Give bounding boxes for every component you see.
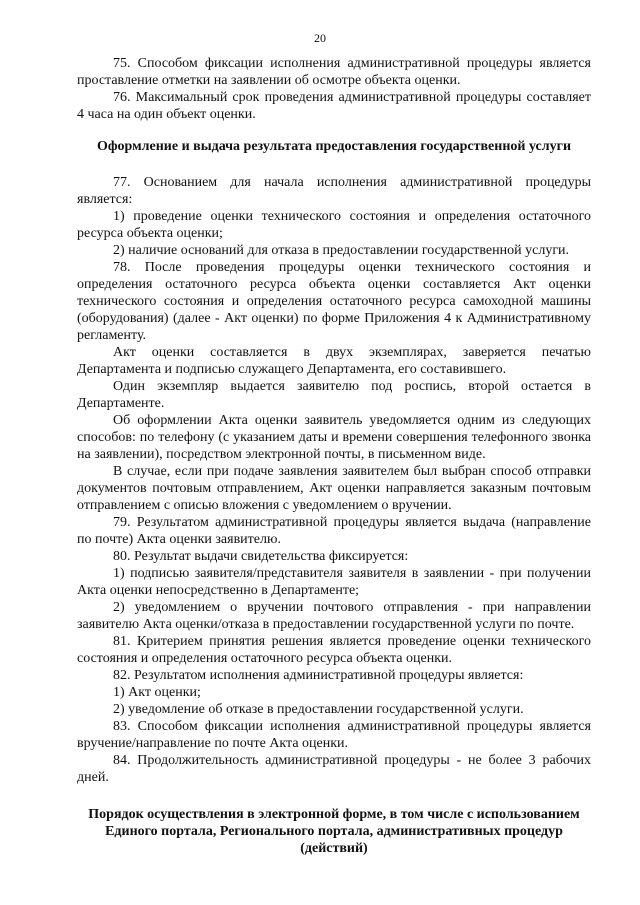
paragraph-80-item-2: 2) уведомлением о вручении почтового отправления - при направлении заявителю Акта оценки/отказа в предоставлении государственной услуги по почте.	[77, 600, 591, 632]
paragraph-82-item-2: 2) уведомление об отказе в предоставлении государственной услуги.	[113, 702, 524, 717]
paragraph-82-item-1: 1) Акт оценки;	[113, 685, 201, 700]
paragraph-77-item-1: 1) проведение оценки технического состояния и определения остаточного ресурса объекта оценки;	[77, 209, 591, 241]
paragraph-84: 84. Продолжительность административной процедуры - не более 3 рабочих дней.	[77, 753, 591, 785]
paragraph-77-item-2: 2) наличие оснований для отказа в предоставлении государственной услуги.	[113, 243, 570, 258]
paragraph-80: 80. Результат выдачи свидетельства фиксируется:	[113, 549, 409, 564]
section-heading-result: Оформление и выдача результата предоставления государственной услуги	[96, 139, 572, 154]
paragraph-75: 75. Способом фиксации исполнения административной процедуры является проставление отметки на заявлении об осмотре объекта оценки.	[77, 56, 591, 88]
paragraph-81: 81. Критерием принятия решения является проведение оценки технического состояния и определения остаточного ресурса объекта оценки.	[77, 634, 591, 666]
paragraph-78-copies: Акт оценки составляется в двух экземплярах, заверяется печатью Департамента и подписью служащего Департамента, его составившего.	[77, 345, 591, 377]
paragraph-78-issue: Один экземпляр выдается заявителю под роспись, второй остается в Департаменте.	[77, 379, 591, 411]
heading-line-3: (действий)	[300, 841, 368, 856]
heading-line-2: Единого портала, Регионального портала, административных процедур	[105, 824, 563, 839]
paragraph-82: 82. Результатом исполнения административной процедуры является:	[113, 668, 524, 683]
paragraph-78-notification: Об оформлении Акта оценки заявитель уведомляется одним из следующих способов: по телефону (с указанием даты и времени совершения телефонного звонка на заявлении), посредством электронной почты, в письменном виде.	[77, 413, 591, 462]
heading-line-1: Порядок осуществления в электронной форме, в том числе с использованием	[88, 807, 580, 822]
document-body	[77, 55, 591, 857]
section-heading-electronic	[77, 806, 591, 857]
paragraph-78: 78. После проведения процедуры оценки технического состояния и определения остаточного ресурса объекта оценки составляется Акт оценки технического состояния и определения остаточного ресурса самоходной машины (оборудования) (далее - Акт оценки) по форме Приложения 4 к Административному регламенту.	[77, 260, 591, 343]
paragraph-78-mail: В случае, если при подаче заявления заявителем был выбран способ отправки документов почтовым отправлением, Акт оценки направляется заказным почтовым отправлением с описью вложения с уведомлением о вручении.	[77, 464, 591, 513]
paragraph-80-item-1: 1) подписью заявителя/представителя заявителя в заявлении - при получении Акта оценки непосредственно в Департаменте;	[77, 566, 591, 598]
paragraph-76: 76. Максимальный срок проведения административной процедуры составляет 4 часа на один объект оценки.	[77, 90, 591, 122]
page-number: 20	[314, 31, 326, 45]
paragraph-79: 79. Результатом административной процедуры является выдача (направление по почте) Акта оценки заявителю.	[77, 515, 591, 547]
paragraph-83: 83. Способом фиксации исполнения административной процедуры является вручение/направление по почте Акта оценки.	[77, 719, 591, 751]
paragraph-77: 77. Основанием для начала исполнения административной процедуры является:	[77, 175, 591, 207]
